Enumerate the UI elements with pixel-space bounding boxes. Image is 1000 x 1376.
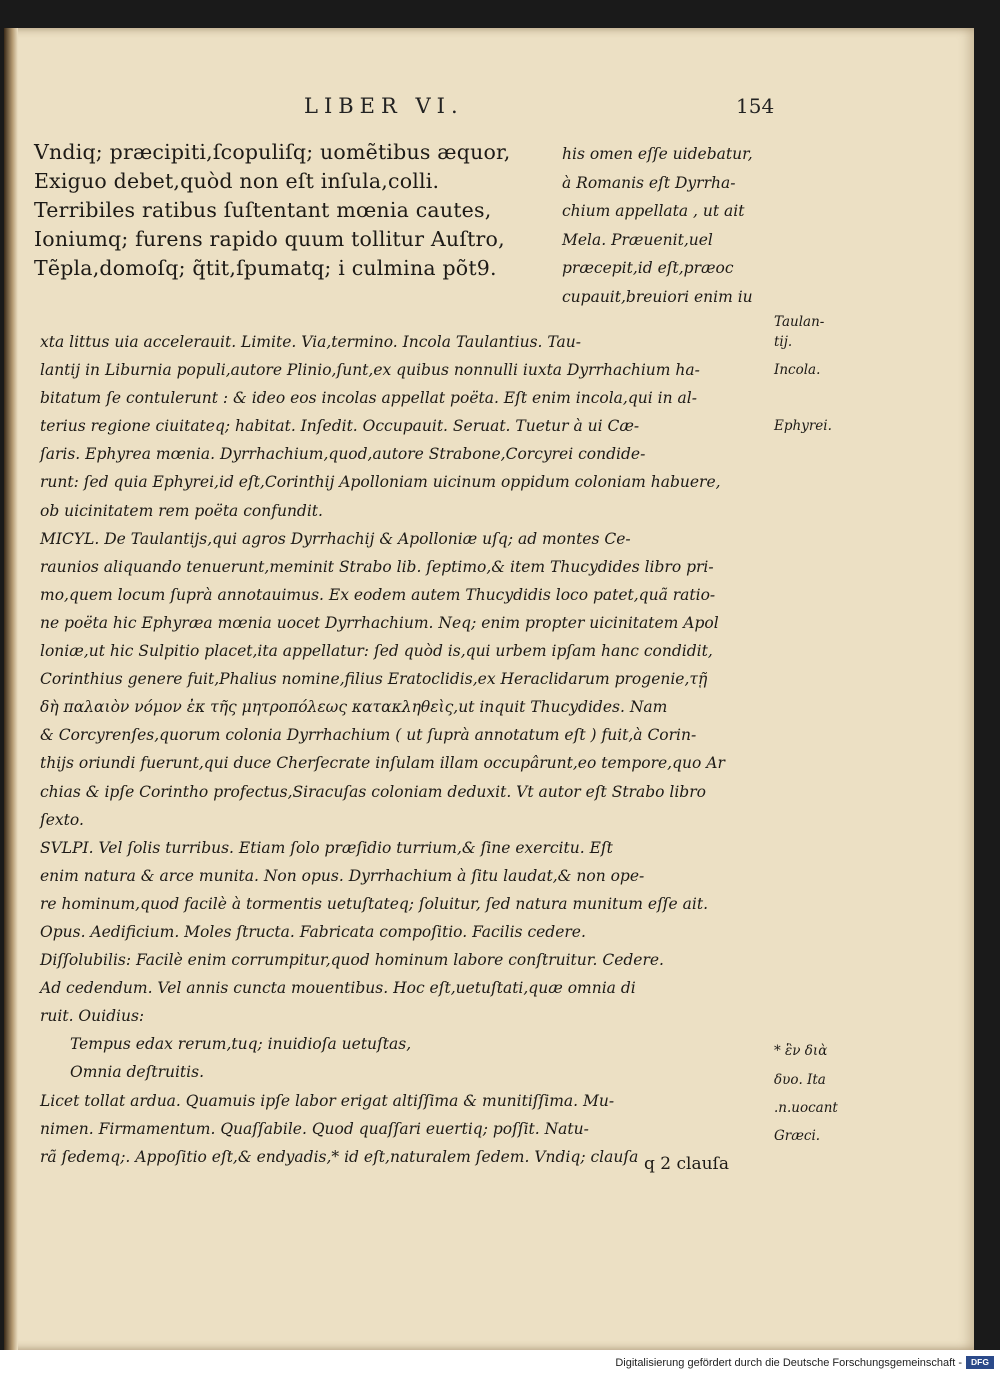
gloss-line: Mela. Præuenit,uel xyxy=(562,230,713,249)
commentary-line: MICYL. De Taulantijs,qui agros Dyrrhachij & Apolloniæ uſq; ad montes Ce- xyxy=(40,529,631,548)
commentary-line: & Corcyrenſes,quorum colonia Dyrrhachium ( ut ſuprà annotatum eſt ) fuit,à Corin- xyxy=(40,726,697,745)
margin-note: δυο. Ita xyxy=(774,1072,826,1088)
commentary-line: Opus. Aedificium. Moles ſtructa. Fabricata compoſitio. Facilis cedere. xyxy=(40,922,586,941)
margin-note: Incola. xyxy=(774,362,821,378)
commentary-line: ſaris. Ephyrea mœnia. Dyrrhachium,quod,autore Strabone,Corcyrei condide- xyxy=(40,445,646,464)
gloss-line: chium appellata , ut ait xyxy=(562,202,745,220)
commentary-line: ſexto. xyxy=(40,810,84,829)
dfg-logo-icon: DFG xyxy=(966,1356,994,1369)
page-spine-shadow xyxy=(4,28,18,1350)
commentary-line: xta littus uia accelerauit. Limite. Via,termino. Incola Taulantius. Tau- xyxy=(40,333,581,351)
gloss-line: cupauit,breuiori enim iu xyxy=(562,287,753,306)
book-page xyxy=(4,28,974,1350)
commentary-line: runt: ſed quia Ephyrei,id eſt,Corinthij Apolloniam uicinum oppidum coloniam habuere, xyxy=(40,473,721,492)
margin-note: tij. xyxy=(774,334,793,350)
gloss-line: à Romanis eſt Dyrrha- xyxy=(562,173,736,192)
commentary-line: Diſſolubilis: Facilè enim corrumpitur,quod hominum labore conſtruitur. Cedere. xyxy=(40,951,664,970)
gloss-line: his omen eſſe uidebatur, xyxy=(562,145,753,163)
commentary-line: mo,quem locum ſuprà annotauimus. Ex eodem autem Thucydidis loco patet,quã ratio- xyxy=(40,585,716,604)
gloss-line: præcepit,id eſt,præoc xyxy=(562,259,734,277)
margin-note: Græci. xyxy=(774,1128,821,1144)
side-gloss xyxy=(562,140,788,311)
commentary-line: thijs oriundi fuerunt,qui duce Cherſecrate inſulam illam occupârunt,eo tempore,quo Ar xyxy=(40,754,725,773)
commentary-line: δὴ παλαιὸν νόμον ἐκ τῆς μητροπόλεως κατακληθεὶς,ut inquit Thucydides. Nam xyxy=(40,698,668,717)
commentary-line: rã ſedemq;. Appoſitio eſt,& endyadis,* id eſt,naturalem ſedem. Vndiq; clauſa xyxy=(40,1147,639,1166)
commentary-line: ob uicinitatem rem poëta confundit. xyxy=(40,501,323,520)
commentary-line: SVLPI. Vel ſolis turribus. Etiam ſolo præſidio turrium,& ſine exercitu. Eſt xyxy=(40,838,613,857)
quote-line: Omnia deſtruitis. xyxy=(70,1063,204,1082)
commentary-line: lantij in Liburnia populi,autore Plinio,ſunt,ex quibus nonnulli iuxta Dyrrhachium ha- xyxy=(40,361,700,380)
commentary-line: ne poëta hic Ephyræa mœnia uocet Dyrrhachium. Neq; enim propter uicinitatem Apol xyxy=(40,613,719,632)
footer-bar xyxy=(0,1350,1000,1376)
verse-line: Tẽpla,domoſq; q̃tit,ſpumatq; i culmina põt9. xyxy=(34,256,497,280)
commentary-line: loniæ,ut hic Sulpitio placet,ita appellatur: ſed quòd is,qui urbem ipſam hanc condidit, xyxy=(40,642,713,661)
running-header: LIBER VI. xyxy=(304,94,464,118)
margin-note: .n.uocant xyxy=(774,1100,838,1116)
quote-line: Tempus edax rerum,tuq; inuidioſa uetuſtas, xyxy=(70,1035,412,1054)
commentary-line: ruit. Ouidius: xyxy=(40,1007,145,1026)
commentary-line: Licet tollat ardua. Quamuis ipſe labor erigat altiſſima & munitiſſima. Mu- xyxy=(40,1091,615,1110)
commentary-line: terius regione ciuitateq; habitat. Inſedit. Occupauit. Seruat. Tuetur à ui Cæ- xyxy=(40,417,640,436)
verse-block xyxy=(34,138,554,283)
verse-line: Vndiq; præcipiti,ſcopuliſq; uomẽtibus æquor, xyxy=(34,140,511,164)
footer-credit: Digitalisierung gefördert durch die Deutsche Forschungsgemeinschaft - xyxy=(615,1357,962,1369)
margin-note: * ἓν διὰ xyxy=(774,1043,828,1059)
commentary-line: re hominum,quod facilè à tormentis uetuſtateq; ſoluitur, ſed natura munitum eſſe ait. xyxy=(40,894,708,913)
commentary-line: Ad cedendum. Vel annis cuncta mouentibus. Hoc eſt,uetuſtati,quæ omnia di xyxy=(40,979,636,998)
verse-line: Exiguo debet,quòd non eſt inſula,colli. xyxy=(34,169,440,193)
commentary-line: bitatum ſe contulerunt : & ideo eos incolas appellat poëta. Eſt enim incola,qui in al- xyxy=(40,389,697,408)
commentary-line: chias & ipſe Corintho profectus,Siracuſas coloniam deduxit. Vt autor eſt Strabo libro xyxy=(40,782,706,801)
commentary-line: nimen. Firmamentum. Quaſſabile. Quod quaſſari euertiq; poſſit. Natu- xyxy=(40,1119,589,1138)
margin-note: Taulan- xyxy=(774,314,825,330)
commentary-line: raunios aliquando tenuerunt,meminit Strabo lib. ſeptimo,& item Thucydides libro pri- xyxy=(40,557,714,576)
verse-line: Terribiles ratibus ſuſtentant mœnia cautes, xyxy=(34,198,492,222)
margin-note: Ephyrei. xyxy=(774,418,832,434)
commentary-line: enim natura & arce munita. Non opus. Dyrrhachium à ſitu laudat,& non ope- xyxy=(40,866,645,885)
commentary-line: Corinthius genere fuit,Phalius nomine,filius Eratoclidis,ex Heraclidarum progenie,τῇ xyxy=(40,670,708,689)
signature-mark: q 2 clauſa xyxy=(644,1154,729,1174)
verse-line: Ioniumq; furens rapido quum tollitur Auſtro, xyxy=(34,227,505,251)
commentary-block xyxy=(40,328,770,1171)
folio-number: 154 xyxy=(736,94,775,118)
